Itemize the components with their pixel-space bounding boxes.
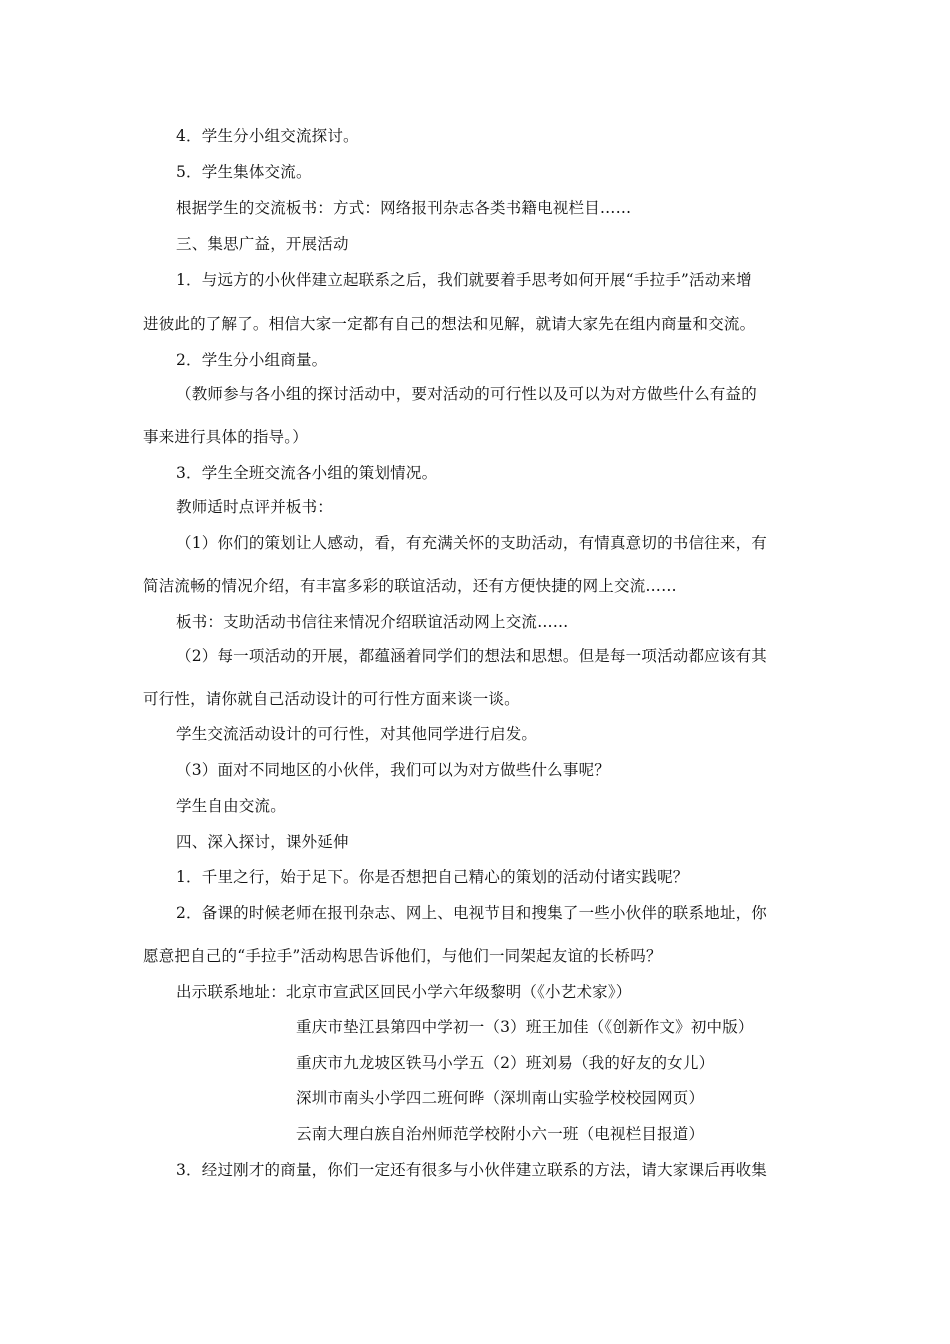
text-line: 事来进行具体的指导。） xyxy=(143,428,308,446)
text-line: 4．学生分小组交流探讨。 xyxy=(176,127,359,145)
text-line: 板书：支助活动书信往来情况介绍联谊活动网上交流…… xyxy=(176,613,569,631)
address-line: 重庆市垫江县第四中学初一（3）班王加佳（《创新作文》初中版） xyxy=(296,1018,754,1036)
text-line: 1．千里之行，始于足下。你是否想把自己精心的策划的活动付诸实践呢？ xyxy=(176,868,689,886)
text-line: 2．备课的时候老师在报刊杂志、网上、电视节目和搜集了一些小伙伴的联系地址，你 xyxy=(176,904,767,922)
text-line: 根据学生的交流板书：方式：网络报刊杂志各类书籍电视栏目…… xyxy=(176,199,632,217)
text-line: 3．经过刚才的商量，你们一定还有很多与小伙伴建立联系的方法，请大家课后再收集 xyxy=(176,1161,767,1179)
text-line: （教师参与各小组的探讨活动中，要对活动的可行性以及可以为对方做些什么有益的 xyxy=(176,385,757,403)
text-line: 出示联系地址：北京市宣武区回民小学六年级黎明（《小艺术家》） xyxy=(176,983,632,1001)
address-line: 重庆市九龙坡区铁马小学五（2）班刘易（我的好友的女儿） xyxy=(296,1054,715,1072)
text-line: 可行性，请你就自己活动设计的可行性方面来谈一谈。 xyxy=(143,690,520,708)
text-line: （1）你们的策划让人感动，看，有充满关怀的支助活动，有情真意切的书信往来，有 xyxy=(176,534,767,552)
text-line: 5．学生集体交流。 xyxy=(176,163,312,181)
text-line: （2）每一项活动的开展，都蕴涵着同学们的想法和思想。但是每一项活动都应该有其 xyxy=(176,647,767,665)
section-heading: 四、深入探讨，课外延伸 xyxy=(176,833,349,851)
text-line: 学生自由交流。 xyxy=(176,797,286,815)
text-line: 2．学生分小组商量。 xyxy=(176,351,328,369)
text-line: 愿意把自己的“手拉手”活动构思告诉他们，与他们一同架起友谊的长桥吗？ xyxy=(143,947,662,965)
address-line: 深圳市南头小学四二班何晔（深圳南山实验学校校园网页） xyxy=(296,1089,705,1107)
section-heading: 三、集思广益，开展活动 xyxy=(176,235,349,253)
text-line: 简洁流畅的情况介绍，有丰富多彩的联谊活动，还有方便快捷的网上交流…… xyxy=(143,577,677,595)
address-line: 云南大理白族自治州师范学校附小六一班（电视栏目报道） xyxy=(296,1125,705,1143)
text-line: （3）面对不同地区的小伙伴，我们可以为对方做些什么事呢？ xyxy=(176,761,610,779)
text-line: 1．与远方的小伙伴建立起联系之后，我们就要着手思考如何开展“手拉手”活动来增 xyxy=(176,271,752,289)
text-line: 3．学生全班交流各小组的策划情况。 xyxy=(176,464,438,482)
text-line: 学生交流活动设计的可行性，对其他同学进行启发。 xyxy=(176,725,538,743)
text-line: 教师适时点评并板书： xyxy=(176,498,334,516)
text-line: 进彼此的了解了。相信大家一定都有自己的想法和见解，就请大家先在组内商量和交流。 xyxy=(143,315,756,333)
